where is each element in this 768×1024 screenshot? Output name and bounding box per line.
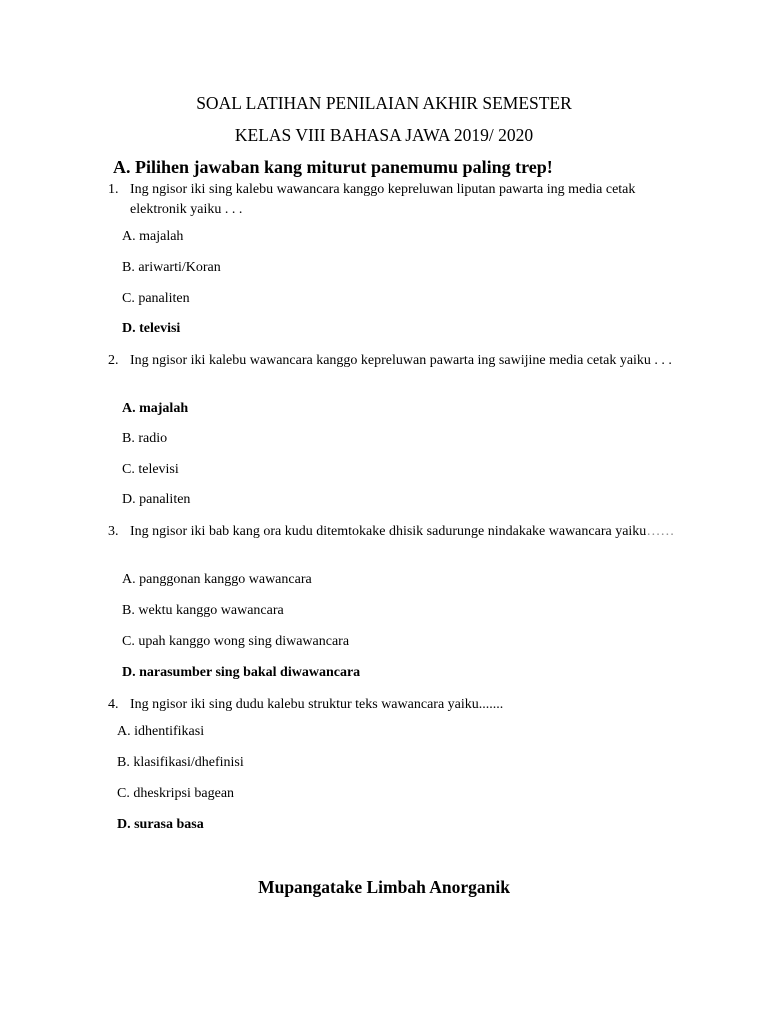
option-a-answer: A. majalah	[122, 401, 189, 416]
option-c: C. televisi	[122, 462, 179, 477]
option-d-answer: D. narasumber sing bakal diwawancara	[122, 665, 361, 680]
option-c: C. upah kanggo wong sing diwawancara	[122, 634, 350, 649]
option-b: B. klasifikasi/dhefinisi	[117, 755, 244, 770]
question-number: 2.	[108, 353, 119, 368]
question-text: Ing ngisor iki kalebu wawancara kanggo kepreluwan pawarta ing sawijine media cetak yaiku . . .	[130, 353, 672, 368]
question-text: Ing ngisor iki sing dudu kalebu struktur teks wawancara yaiku.......	[130, 697, 504, 712]
question-number: 4.	[108, 697, 119, 712]
document-title-line2: KELAS VIII BAHASA JAWA 2019/ 2020	[234, 125, 534, 145]
option-a: A. idhentifikasi	[117, 724, 205, 739]
option-a: A. panggonan kanggo wawancara	[122, 572, 312, 587]
option-c: C. dheskripsi bagean	[117, 786, 235, 801]
question-text-dots: ……	[646, 524, 675, 539]
document-title-line1: SOAL LATIHAN PENILAIAN AKHIR SEMESTER	[196, 93, 572, 113]
option-b: B. wektu kanggo wawancara	[122, 603, 284, 618]
question-number: 1.	[108, 182, 119, 197]
next-section-title: Mupangatake Limbah Anorganik	[258, 877, 510, 897]
option-d: D. panaliten	[122, 492, 191, 507]
option-b: B. ariwarti/Koran	[122, 260, 221, 275]
question-number: 3.	[108, 524, 119, 539]
option-c: C. panaliten	[122, 291, 190, 306]
option-d-answer: D. televisi	[122, 321, 181, 336]
section-heading: A. Pilihen jawaban kang miturut panemumu paling trep!	[113, 157, 553, 177]
question-text: Ing ngisor iki sing kalebu wawancara kanggo kepreluwan liputan pawarta ing media cetak elektronik yaiku . . .	[130, 182, 636, 217]
option-b: B. radio	[122, 431, 168, 446]
question-text-main: Ing ngisor iki bab kang ora kudu ditemtokake dhisik sadurunge nindakake wawancara yaiku	[130, 524, 647, 539]
question-text	[130, 522, 678, 542]
option-a: A. majalah	[122, 229, 184, 244]
option-d-answer: D. surasa basa	[117, 817, 204, 832]
